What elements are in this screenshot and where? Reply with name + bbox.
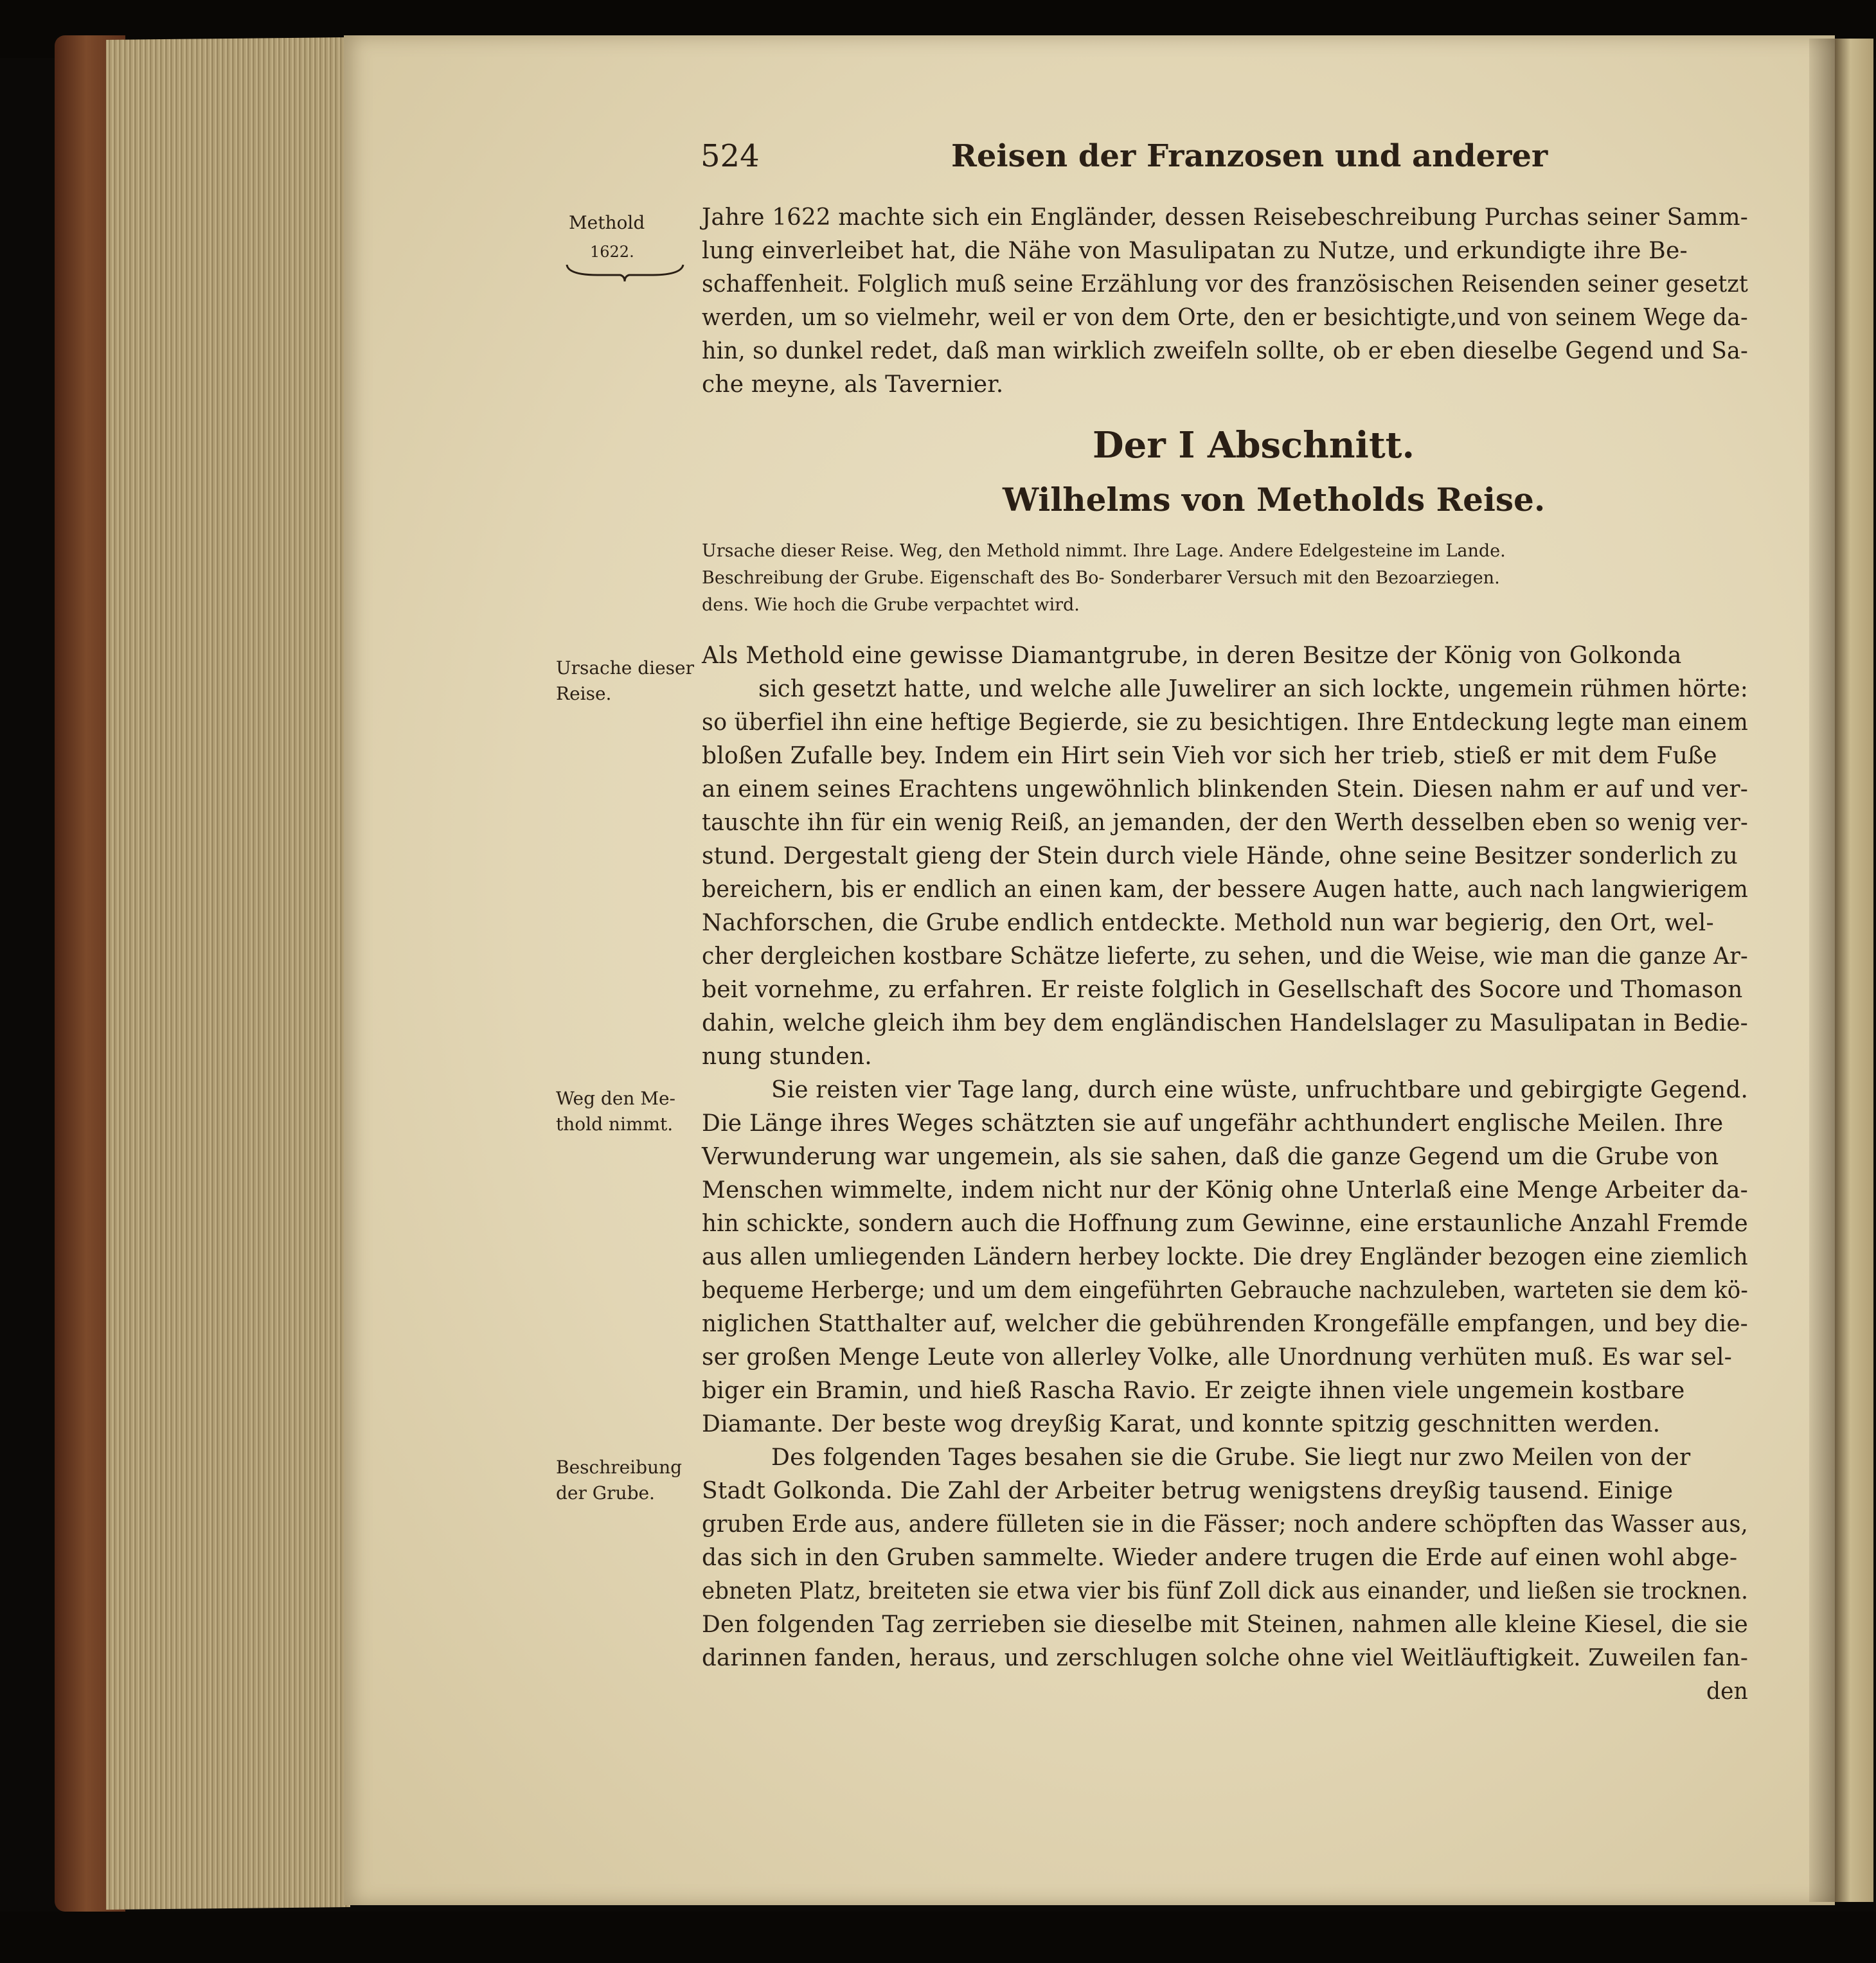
text-line: tauschte ihn für ein wenig Reiß, an jemanden, der den Werth desselben eben so wenig ver- — [702, 810, 1748, 836]
summary-line: Beschreibung der Grube. Eigenschaft des Bo- Sonderbarer Versuch mit den Bezoarziegen. — [702, 568, 1500, 588]
text-line: gruben Erde aus, andere fülleten sie in die Fässer; noch andere schöpften das Wasser aus, — [702, 1511, 1748, 1538]
text-line: Als Methold eine gewisse Diamantgrube, in deren Besitze der König von Golkonda — [702, 643, 1682, 669]
page-edges — [106, 37, 350, 1910]
text-line: ebneten Platz, breiteten sie etwa vier bis fünf Zoll dick aus einander, und ließen sie trocknen. — [702, 1578, 1749, 1604]
text-line: schaffenheit. Folglich muß seine Erzählung vor des französischen Reisenden seiner gesetzt — [702, 271, 1749, 298]
text-line: Die Länge ihres Weges schätzten sie auf ungefähr achthundert englische Meilen. Ihre — [702, 1110, 1724, 1137]
text-line: so überfiel ihn eine heftige Begierde, sie zu besichtigen. Ihre Entdeckung legte man einem — [702, 709, 1748, 736]
text-line: niglichen Statthalter auf, welcher die gebührenden Krongefälle empfangen, und bey die- — [702, 1311, 1748, 1337]
text-line: cher dergleichen kostbare Schätze lieferte, zu sehen, und die Weise, wie man die ganze Ar- — [702, 943, 1748, 970]
text-line: biger ein Bramin, und hieß Rascha Ravio. Er zeigte ihnen viele ungemein kostbare — [702, 1378, 1685, 1404]
margin-note: der Grube. — [556, 1482, 655, 1504]
text-line: hin, so dunkel redet, daß man wirklich zweifeln sollte, ob er eben dieselbe Gegend und Sa- — [702, 338, 1748, 364]
text-line: che meyne, als Tavernier. — [702, 371, 1004, 398]
text-line: Stadt Golkonda. Die Zahl der Arbeiter betrug wenigstens dreyßig tausend. Einige — [702, 1478, 1674, 1504]
text-line: bereichern, bis er endlich an einen kam, der bessere Augen hatte, auch nach langwierigem — [702, 876, 1749, 903]
summary-line: dens. Wie hoch die Grube verpachtet wird. — [702, 595, 1080, 615]
margin-note: Reise. — [556, 683, 612, 704]
text-line: das sich in den Gruben sammelte. Wieder andere trugen die Erde auf einen wohl abge- — [702, 1545, 1738, 1571]
text-line: an einem seines Erachtens ungewöhnlich blinkenden Stein. Diesen nahm er auf und ver- — [702, 776, 1749, 803]
background-bottom — [0, 1912, 1876, 1963]
text-line: bequeme Herberge; und um dem eingeführten Gebrauche nachzuleben, warteten sie dem kö- — [702, 1277, 1748, 1304]
text-line: Verwunderung war ungemein, als sie sahen, daß die ganze Gegend um die Grube von — [702, 1144, 1719, 1170]
summary-line: Ursache dieser Reise. Weg, den Methold nimmt. Ihre Lage. Andere Edelgesteine im Lande. — [702, 541, 1506, 561]
margin-note: thold nimmt. — [556, 1114, 674, 1135]
running-head: Reisen der Franzosen und anderer — [951, 138, 1548, 174]
page-gutter — [1809, 39, 1835, 1902]
text-line: beit vornehme, zu erfahren. Er reiste folglich in Gesellschaft des Socore und Thomason — [702, 977, 1743, 1003]
chapter-heading: Der I Abschnitt. — [1093, 424, 1415, 466]
margin-note: Beschreibung — [556, 1457, 683, 1478]
margin-note: Weg den Me- — [556, 1088, 676, 1109]
text-line: Menschen wimmelte, indem nicht nur der König ohne Unterlaß eine Menge Arbeiter da- — [702, 1177, 1748, 1204]
text-line: stund. Dergestalt gieng der Stein durch viele Hände, ohne seine Besitzer sonderlich zu — [702, 843, 1738, 869]
text-line: ser großen Menge Leute von allerley Volke, alle Unordnung verhüten muß. Es war sel- — [702, 1344, 1733, 1371]
text-line: werden, um so vielmehr, weil er von dem Orte, den er besichtigte,und von seinem Wege da- — [702, 305, 1748, 331]
text-line: bloßen Zufalle bey. Indem ein Hirt sein Vieh vor sich her trieb, stieß er mit dem Fuße — [702, 743, 1717, 769]
text-line: dahin, welche gleich ihm bey dem engländischen Handelslager zu Masulipatan in Bedie- — [702, 1010, 1748, 1036]
catchword: den — [1706, 1678, 1748, 1705]
page-number: 524 — [701, 138, 760, 174]
text-line: darinnen fanden, heraus, und zerschlugen solche ohne viel Weitläuftigkeit. Zuweilen fan- — [702, 1645, 1749, 1671]
margin-note: Methold — [569, 212, 645, 233]
text-line: nung stunden. — [702, 1044, 872, 1070]
text-line: Jahre 1622 machte sich ein Engländer, dessen Reisebeschreibung Purchas seiner Samm- — [702, 204, 1749, 231]
next-page-edge — [1835, 39, 1873, 1902]
text-line: aus allen umliegenden Ländern herbey lockte. Die drey Engländer bezogen eine ziemlich — [702, 1244, 1748, 1270]
text-line: Diamante. Der beste wog dreyßig Karat, und konnte spitzig geschnitten werden. — [702, 1411, 1661, 1437]
text-line: Sie reisten vier Tage lang, durch eine wüste, unfruchtbare und gebirgigte Gegend. — [771, 1077, 1749, 1103]
chapter-subheading: Wilhelms von Metholds Reise. — [1003, 481, 1546, 519]
text-line: sich gesetzt hatte, und welche alle Juwelirer an sich lockte, ungemein rühmen hörte: — [758, 676, 1748, 702]
margin-note: 1622. — [590, 243, 634, 261]
text-line: hin schickte, sondern auch die Hoffnung zum Gewinne, eine erstaunliche Anzahl Fremde — [702, 1211, 1748, 1237]
margin-note: Ursache dieser — [556, 657, 695, 679]
text-line: Des folgenden Tages besahen sie die Grube. Sie liegt nur zwo Meilen von der — [771, 1444, 1691, 1471]
text-line: lung einverleibet hat, die Nähe von Masulipatan zu Nutze, und erkundigte ihre Be- — [702, 238, 1688, 264]
text-line: Den folgenden Tag zerrieben sie dieselbe mit Steinen, nahmen alle kleine Kiesel, die sie — [702, 1612, 1749, 1638]
margin-brace-icon — [566, 263, 684, 283]
text-line: Nachforschen, die Grube endlich entdeckte. Methold nun war begierig, den Ort, wel- — [702, 910, 1714, 936]
